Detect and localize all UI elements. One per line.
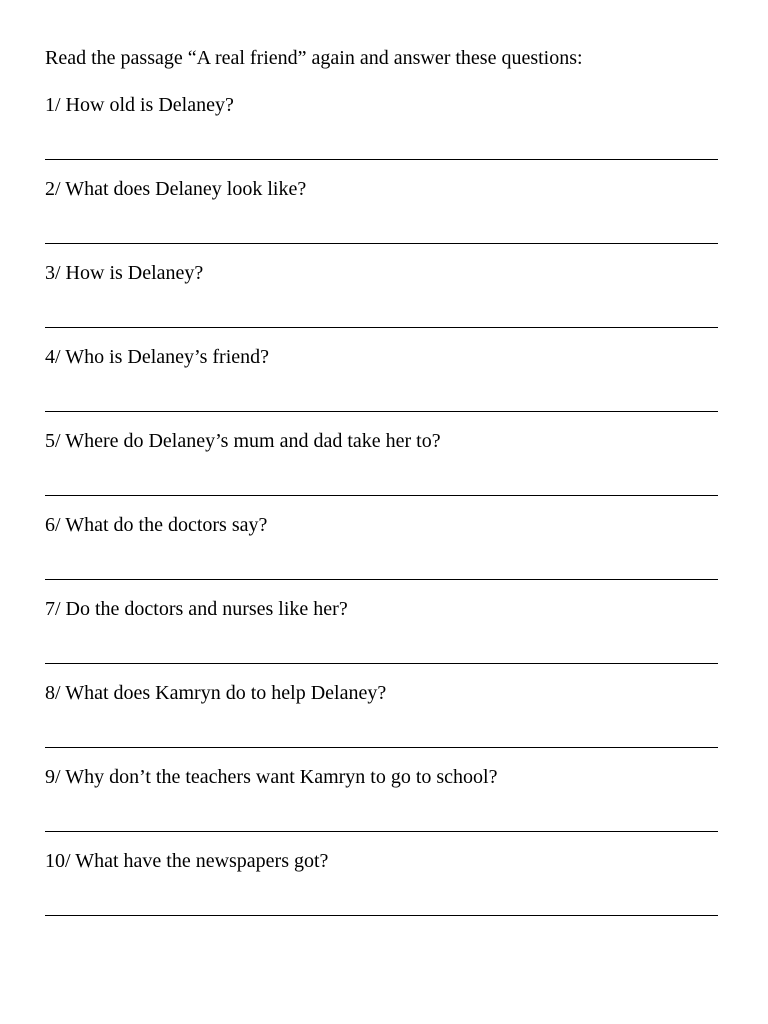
question-text: 5/ Where do Delaney’s mum and dad take her to? bbox=[45, 430, 441, 452]
question-item bbox=[45, 681, 386, 705]
question-item bbox=[45, 93, 234, 117]
answer-line[interactable] bbox=[45, 495, 718, 496]
question-text: 3/ How is Delaney? bbox=[45, 262, 204, 284]
answer-line[interactable] bbox=[45, 411, 718, 412]
answer-line[interactable] bbox=[45, 831, 718, 832]
question-text: 8/ What does Kamryn do to help Delaney? bbox=[45, 682, 387, 704]
question-item bbox=[45, 765, 498, 789]
worksheet bbox=[45, 46, 718, 872]
question-text: 4/ Who is Delaney’s friend? bbox=[45, 346, 270, 368]
question-text: 1/ How old is Delaney? bbox=[45, 94, 234, 116]
question-item bbox=[45, 261, 203, 285]
answer-line[interactable] bbox=[45, 663, 718, 664]
question-item bbox=[45, 429, 441, 453]
question-text: 10/ What have the newspapers got? bbox=[45, 850, 329, 872]
question-text: 2/ What does Delaney look like? bbox=[45, 178, 307, 200]
answer-line[interactable] bbox=[45, 243, 718, 244]
answer-line[interactable] bbox=[45, 915, 718, 916]
question-item bbox=[45, 849, 328, 873]
answer-line[interactable] bbox=[45, 747, 718, 748]
question-item bbox=[45, 597, 348, 621]
instruction-text: Read the passage “A real friend” again and answer these questions: bbox=[45, 47, 583, 69]
answer-line[interactable] bbox=[45, 327, 718, 328]
question-item bbox=[45, 177, 306, 201]
question-item bbox=[45, 513, 267, 537]
question-text: 6/ What do the doctors say? bbox=[45, 514, 268, 536]
answer-line[interactable] bbox=[45, 159, 718, 160]
question-text: 7/ Do the doctors and nurses like her? bbox=[45, 598, 348, 620]
answer-line[interactable] bbox=[45, 579, 718, 580]
question-item bbox=[45, 345, 269, 369]
question-text: 9/ Why don’t the teachers want Kamryn to go to school? bbox=[45, 766, 498, 788]
